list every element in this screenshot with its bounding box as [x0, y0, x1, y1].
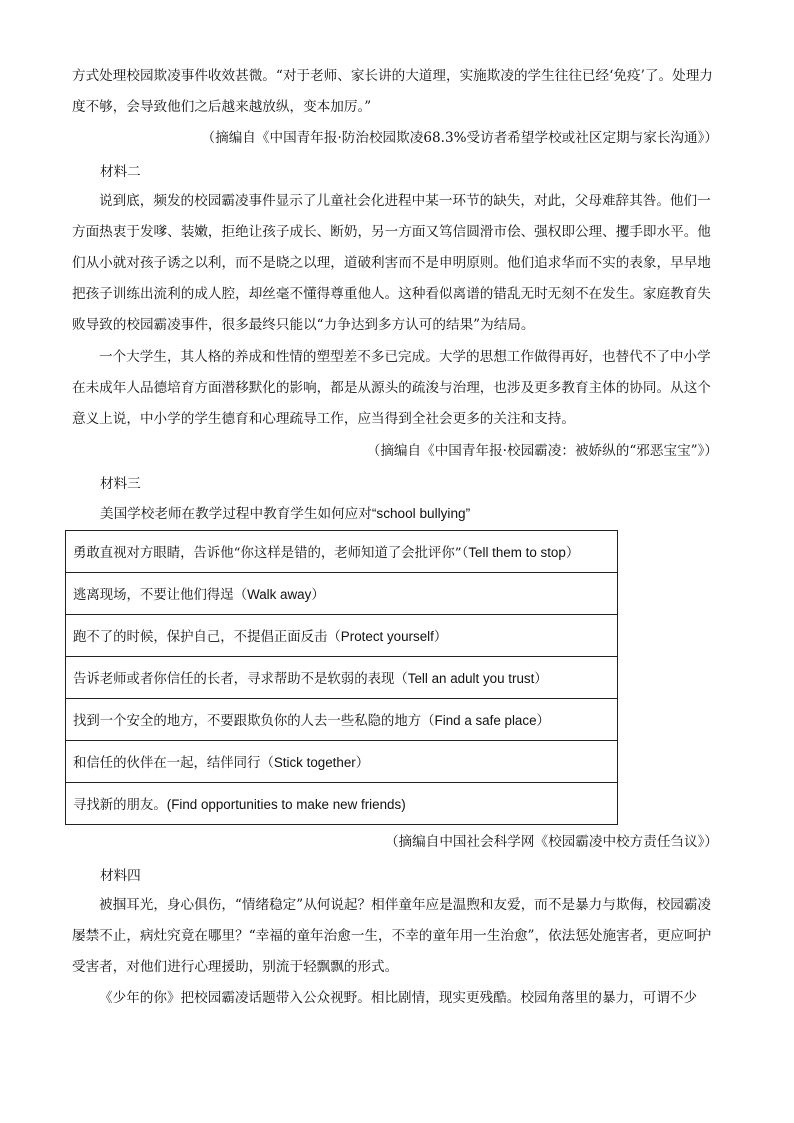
table-cell: 找到一个安全的地方，不要跟欺负你的人去一些私隐的地方（Find a safe place）	[66, 699, 618, 741]
caption-chinese: 美国学校老师在教学过程中教育学生如何应对	[100, 506, 372, 522]
caption-english: “school bullying”	[371, 506, 471, 521]
material3-source: （摘编自中国社会科学网《校园霸凌中校方责任刍议》）	[384, 834, 718, 850]
table-row	[66, 699, 618, 741]
anti-bullying-tips-table	[65, 530, 618, 825]
table-row	[66, 741, 618, 783]
table-cell: 告诉老师或者你信任的长者，寻求帮助不是软弱的表现（Tell an adult you trust）	[66, 657, 618, 699]
table-cell: 勇敢直视对方眼睛，告诉他“你这样是错的，老师知道了会批评你”（Tell them to stop）	[66, 531, 618, 573]
material2-heading: 材料二	[100, 164, 141, 180]
material4-paragraph-2: 《少年的你》把校园霸凌话题带入公众视野。相比剧情，现实更残酷。校园角落里的暴力，可谓不少	[99, 990, 698, 1006]
table-row	[66, 615, 618, 657]
table-row	[66, 783, 618, 825]
material2-paragraph-1: 说到底，频发的校园霸凌事件显示了儿童社会化进程中某一环节的缺失，对此，父母难辞其咎。他们一方面热衷于发嗲、装嫩，拒绝让孩子成长、断奶，另一方面又笃信圆滑市侩、强权即公理、攫手即水平。他们从小就对孩子诱之以利，而不是晓之以理，道破利害而不是申明原则。他们追求华而不实的表象，早早地把孩子训练出流利的成人腔，却丝毫不懂得尊重他人。这种看似离谱的错乱无时无刻不在发生。家庭教育失败导致的校园霸凌事件，很多最终只能以“力争达到多方认可的结果”为结局。	[72, 193, 711, 333]
intro-source: （摘编自《中国青年报·防治校园欺凌68.3%受访者希望学校或社区定期与家长沟通》）	[201, 130, 718, 146]
table-cell: 寻找新的朋友。(Find opportunities to make new friends)	[66, 783, 618, 825]
table-row	[66, 657, 618, 699]
material3-caption	[100, 504, 470, 524]
table-cell: 跑不了的时候，保护自己，不提倡正面反击（Protect yourself）	[66, 615, 618, 657]
material3-heading: 材料三	[100, 476, 141, 492]
table-row	[66, 531, 618, 573]
material4-heading: 材料四	[100, 868, 141, 884]
table-cell: 逃离现场，不要让他们得逞（Walk away）	[66, 573, 618, 615]
material2-paragraph-2: 一个大学生，其人格的养成和性情的塑型差不多已完成。大学的思想工作做得再好，也替代不了中小学在未成年人品德培育方面潜移默化的影响，都是从源头的疏浚与治理，也涉及更多教育主体的协同。从这个意义上说，中小学的学生德育和心理疏导工作，应当得到全社会更多的关注和支持。	[72, 349, 711, 427]
table-row	[66, 573, 618, 615]
intro-paragraph: 方式处理校园欺凌事件收效甚微。“对于老师、家长讲的大道理，实施欺凌的学生往往已经‘免疫’了。处理力度不够，会导致他们之后越来越放纵，变本加厉。”	[72, 68, 713, 115]
material4-paragraph-1: 被掴耳光，身心俱伤，“情绪稳定”从何说起？相伴童年应是温煦和友爱，而不是暴力与欺侮，校园霸凌屡禁不止，病灶究竟在哪里？“幸福的童年治愈一生，不幸的童年用一生治愈”，依法惩处施害者，更应呵护受害者，对他们进行心理援助，别流于轻飘飘的形式。	[72, 897, 712, 975]
material2-source: （摘编自《中国青年报·校园霸凌：被娇纵的“邪恶宝宝”》）	[366, 443, 718, 459]
table-cell: 和信任的伙伴在一起，结伴同行（Stick together）	[66, 741, 618, 783]
